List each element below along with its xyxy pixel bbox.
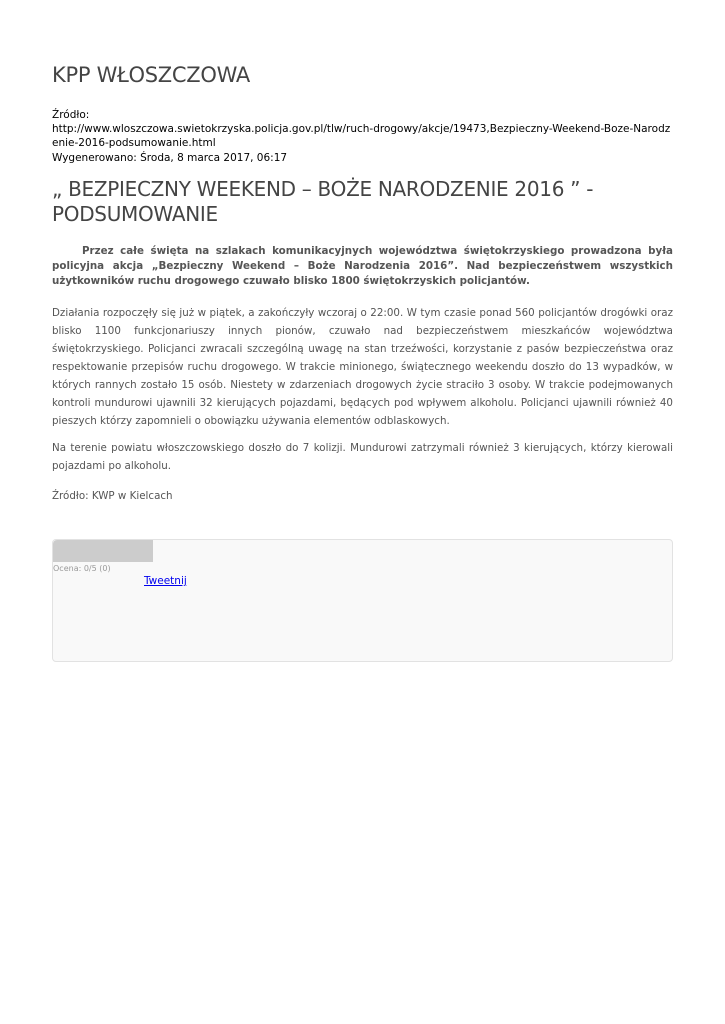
rating-text: Ocena: 0/5 (0) <box>53 564 111 573</box>
article-title: „ BEZPIECZNY WEEKEND – BOŻE NARODZENIE 2016 ” - PODSUMOWANIE <box>52 177 594 226</box>
article-lead: Przez całe święta na szlakach komunikacyjnych województwa świętokrzyskiego prowadzona była policyjna akcja „Bezpieczny Weekend – Boże Narodzenia 2016”. Nad bezpieczeństwem wszystkich użytkowników ruchu drogowego czuwało blisko 1800 świętokrzyskich policjantów. <box>52 245 673 287</box>
rating-share-box <box>52 539 673 662</box>
tweet-link[interactable]: Tweetnij <box>144 575 187 587</box>
source-url: http://www.wloszczowa.swietokrzyska.policja.gov.pl/tlw/ruch-drogowy/akcje/19473,Bezpieczny-Weekend-Boze-Narodzenie-2016-podsumowanie.html <box>52 123 671 150</box>
source-label: Źródło: <box>52 109 90 121</box>
article-source: Źródło: KWP w Kielcach <box>52 490 173 502</box>
rating-stars[interactable] <box>53 540 153 562</box>
generated-date: Wygenerowano: Środa, 8 marca 2017, 06:17 <box>52 151 288 164</box>
site-title: KPP WŁOSZCZOWA <box>52 63 250 87</box>
article-paragraph: Działania rozpoczęły się już w piątek, a zakończyły wczoraj o 22:00. W tym czasie ponad 560 policjantów drogówki oraz blisko 1100 funkcjonariuszy innych pionów, czuwało nad bezpieczeństwem mieszkańców województwa świętokrzyskiego. Policjanci zwracali szczególną uwagę na stan trzeźwości, korzystanie z pasów bezpieczeństwa oraz respektowanie przepisów ruchu drogowego. W trakcie minionego, świątecznego weekendu doszło do 13 wypadków, w których rannych zostało 15 osób. Niestety w zdarzeniach drogowych życie straciło 3 osoby. W trakcie podejmowanych kontroli mundurowi ujawnili 32 kierujących pojazdami, będących pod wpływem alkoholu. Policjanci ujawnili również 40 pieszych którzy zapomnieli o obowiązku używania elementów odblaskowych. <box>52 307 673 427</box>
article-paragraph: Na terenie powiatu włoszczowskiego doszło do 7 kolizji. Mundurowi zatrzymali również 3 kierujących, którzy kierowali pojazdami po alkoholu. <box>52 442 673 472</box>
document-meta <box>52 108 673 165</box>
